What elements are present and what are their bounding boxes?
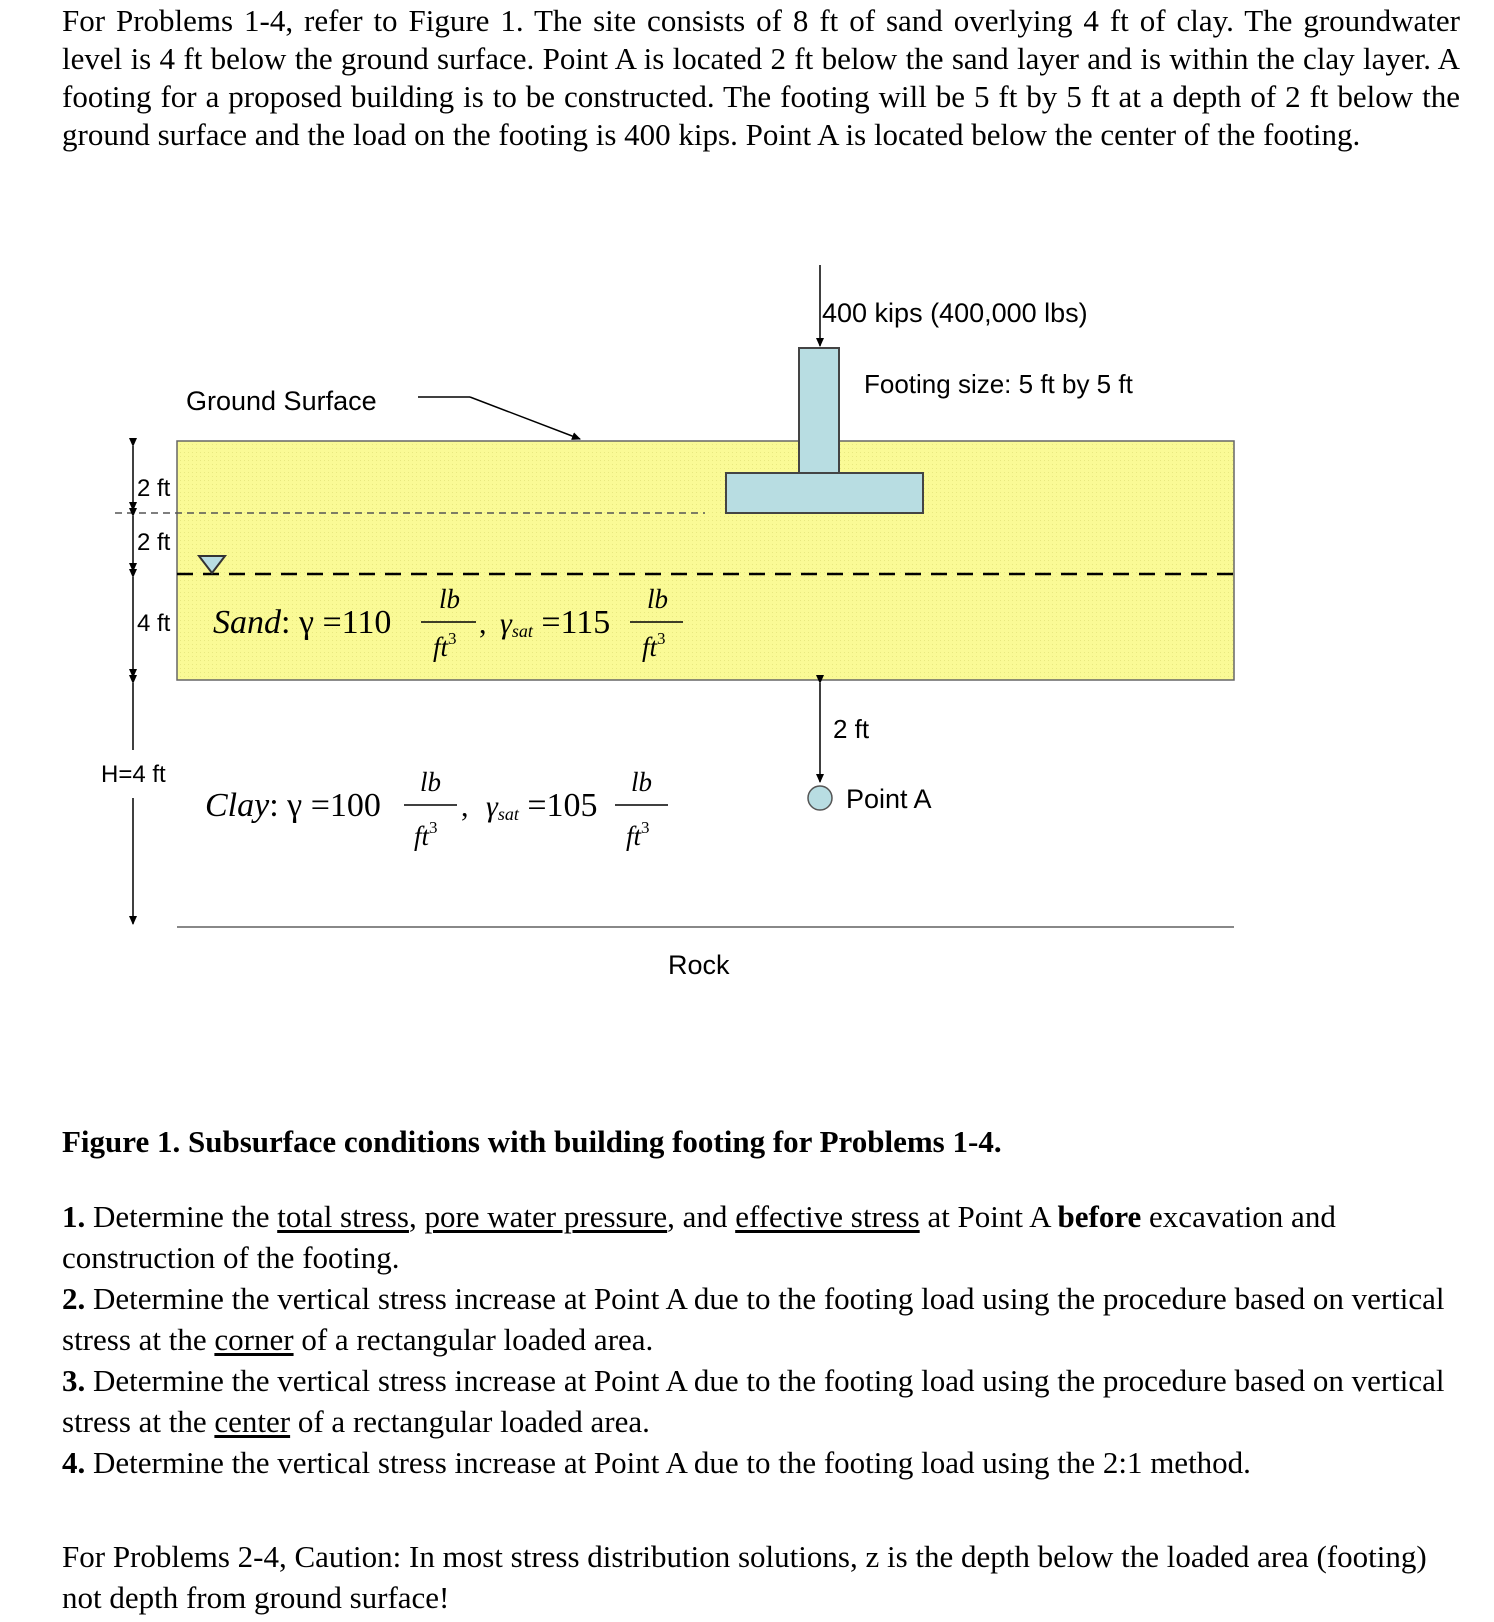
svg-text:ft3: $ft^3$ bbox=[414, 818, 438, 851]
svg-text:,: , bbox=[461, 790, 469, 823]
svg-text:γsat =105: γsat =105 bbox=[486, 787, 598, 824]
ground-surface-arrow bbox=[470, 397, 580, 439]
point-a-marker bbox=[808, 786, 832, 810]
svg-text:ft3: $ft^3$ bbox=[642, 629, 666, 662]
load-label: 400 kips (400,000 lbs) bbox=[822, 298, 1088, 328]
problem-1: 1. Determine the total stress, pore water pressure, and effective stress at Point A before excavation and construction of the footing. bbox=[62, 1199, 1336, 1275]
dim-2ft-top: 2 ft bbox=[137, 475, 171, 502]
svg-text:,: , bbox=[479, 607, 487, 640]
clay-properties bbox=[205, 767, 668, 851]
point-a-label: Point A bbox=[846, 784, 932, 814]
intro-paragraph: For Problems 1-4, refer to Figure 1. The site consists of 8 ft of sand overlying 4 ft of clay. The groundwater level is 4 ft below the ground surface. Point A is located 2 ft below the sand layer and is within the clay layer. A footing for a proposed building is to be constructed. The footing will be 5 ft by 5 ft at a depth of 2 ft below the ground surface and the load on the footing is 400 kips. Point A is located below the center of the footing. bbox=[62, 3, 1460, 152]
svg-text:lb: lb bbox=[647, 584, 669, 614]
svg-text:ft3: $ft^3$ bbox=[433, 629, 457, 662]
svg-text:ft3: $ft^3$ bbox=[626, 818, 650, 851]
caution-note: For Problems 2-4, Caution: In most stress distribution solutions, z is the depth below the loaded area (footing) not depth from ground surface! bbox=[62, 1539, 1427, 1615]
svg-text:γsat =115: γsat =115 bbox=[500, 604, 611, 641]
dim-4ft: 4 ft bbox=[137, 610, 171, 637]
problem-list bbox=[62, 1196, 1482, 1483]
dim-2ft-second: 2 ft bbox=[137, 529, 171, 556]
rock-label: Rock bbox=[668, 950, 730, 980]
svg-text:lb: lb bbox=[439, 584, 461, 614]
figure-caption: Figure 1. Subsurface conditions with building footing for Problems 1-4. bbox=[62, 1124, 1002, 1159]
sand-layer bbox=[177, 441, 1234, 680]
svg-text:Sand: γ =110: Sand: γ =110 bbox=[213, 604, 392, 641]
dim-h: H=4 ft bbox=[101, 761, 166, 788]
problem-2: 2. Determine the vertical stress increase at Point A due to the footing load using the procedure based on vertical stress at the corner of a rectangular loaded area. bbox=[62, 1281, 1445, 1357]
problem-4: 4. Determine the vertical stress increase at Point A due to the footing load using the 2:1 method. bbox=[62, 1445, 1251, 1480]
footing-base bbox=[726, 473, 923, 513]
svg-text:Clay: γ =100: Clay: γ =100 bbox=[205, 787, 381, 824]
svg-text:lb: lb bbox=[631, 767, 653, 797]
ground-surface-label: Ground Surface bbox=[186, 386, 377, 416]
problem-3: 3. Determine the vertical stress increase at Point A due to the footing load using the procedure based on vertical stress at the center of a rectangular loaded area. bbox=[62, 1363, 1445, 1439]
point-a-dim-label: 2 ft bbox=[833, 714, 870, 744]
footing-size-label: Footing size: 5 ft by 5 ft bbox=[864, 369, 1133, 399]
svg-text:lb: lb bbox=[420, 767, 442, 797]
footing-column bbox=[799, 348, 839, 473]
